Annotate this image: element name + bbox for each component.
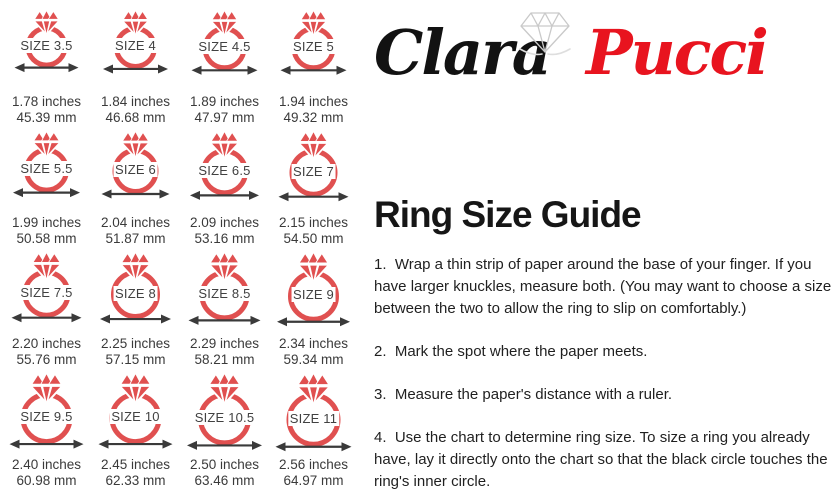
ring-size-cell <box>180 371 269 492</box>
ring-size-cell <box>91 129 180 250</box>
ring-circumference-mm: 58.21 mm <box>194 352 255 367</box>
ring-circumference-mm: 63.46 mm <box>194 473 255 488</box>
page-title: Ring Size Guide <box>374 194 641 235</box>
ring-measurements <box>279 336 348 368</box>
ring-icon <box>269 129 358 214</box>
ring-circumference-inches: 1.99 inches <box>11 215 82 230</box>
ring-circumference-mm: 49.32 mm <box>283 110 344 125</box>
ring-size-label: SIZE 5 <box>293 39 334 54</box>
ring-measurements <box>190 94 259 126</box>
ring-icon <box>2 250 91 335</box>
ring-circumference-mm: 53.16 mm <box>194 231 255 246</box>
instruction-step-1: 1. Wrap a thin strip of paper around the base of your finger. If you have larger knuckles, measure both. (You may want to choose a size between the two to allow the ring to slip on comfortably.) <box>374 256 832 317</box>
ring-circumference-inches: 2.56 inches <box>278 457 349 472</box>
ring-icon <box>91 129 180 214</box>
ring-measurements <box>190 336 259 368</box>
ring-size-chart <box>2 8 358 492</box>
ring-circumference-inches: 2.34 inches <box>278 336 349 351</box>
ring-measurements <box>190 215 259 247</box>
diamond-outline-icon <box>512 8 578 60</box>
ring-size-label: SIZE 10 <box>111 409 160 424</box>
ring-measurements <box>12 457 81 489</box>
brand-logo <box>372 6 839 106</box>
ring-circumference-inches: 1.94 inches <box>278 94 349 109</box>
ring-size-label: SIZE 6.5 <box>198 163 251 178</box>
ring-circumference-mm: 54.50 mm <box>283 231 344 246</box>
ring-circumference-mm: 62.33 mm <box>105 473 166 488</box>
ring-circumference-inches: 1.84 inches <box>100 94 171 109</box>
ring-circumference-mm: 64.97 mm <box>283 473 344 488</box>
ring-icon <box>91 8 180 93</box>
ring-circumference-inches: 2.25 inches <box>100 336 171 351</box>
ring-measurements <box>12 94 81 126</box>
ring-circumference-mm: 50.58 mm <box>16 231 77 246</box>
ring-measurements <box>279 457 348 489</box>
ring-size-cell <box>91 8 180 129</box>
ring-size-label: SIZE 5.5 <box>20 161 73 176</box>
instruction-step-4: 4. Use the chart to determine ring size. To size a ring you already have, lay it directly onto the chart so that the black circle touches the ring's inner circle. <box>374 429 828 490</box>
ring-size-cell <box>180 250 269 371</box>
ring-measurements <box>190 457 259 489</box>
ring-circumference-mm: 60.98 mm <box>16 473 77 488</box>
ring-icon <box>269 371 358 456</box>
ring-icon <box>269 8 358 93</box>
ring-icon <box>91 371 180 456</box>
ring-size-cell <box>2 371 91 492</box>
ring-measurements <box>279 215 348 247</box>
ring-size-label: SIZE 6 <box>115 162 156 177</box>
ring-circumference-mm: 57.15 mm <box>105 352 166 367</box>
ring-size-cell <box>2 250 91 371</box>
ring-circumference-inches: 2.09 inches <box>189 215 260 230</box>
ring-measurements <box>101 457 170 489</box>
ring-measurements <box>101 94 170 126</box>
ring-icon <box>91 250 180 335</box>
ring-circumference-mm: 51.87 mm <box>105 231 166 246</box>
ring-circumference-inches: 2.15 inches <box>278 215 349 230</box>
ring-measurements <box>279 94 348 126</box>
instructions <box>374 254 839 501</box>
ring-icon <box>180 129 269 214</box>
ring-icon <box>2 371 91 456</box>
ring-size-cell <box>269 8 358 129</box>
brand-name-clara: Clara <box>374 16 550 89</box>
ring-icon <box>269 250 358 335</box>
brand-name-pucci: Pucci <box>586 16 767 89</box>
ring-circumference-mm: 46.68 mm <box>105 110 166 125</box>
ring-circumference-inches: 2.40 inches <box>11 457 82 472</box>
ring-circumference-inches: 2.04 inches <box>100 215 171 230</box>
ring-size-label: SIZE 8 <box>115 286 156 301</box>
ring-circumference-inches: 2.20 inches <box>11 336 82 351</box>
ring-measurements <box>12 336 81 368</box>
ring-size-label: SIZE 9.5 <box>20 409 73 424</box>
ring-size-cell <box>269 250 358 371</box>
ring-measurements <box>101 336 170 368</box>
ring-icon <box>180 8 269 93</box>
ring-circumference-mm: 47.97 mm <box>194 110 255 125</box>
ring-size-cell <box>2 8 91 129</box>
ring-size-cell <box>91 250 180 371</box>
ring-circumference-inches: 2.50 inches <box>189 457 260 472</box>
ring-size-label: SIZE 7 <box>293 164 334 179</box>
instruction-step-3: 3. Measure the paper's distance with a ruler. <box>374 386 673 403</box>
ring-icon <box>180 371 269 456</box>
ring-icon <box>180 250 269 335</box>
ring-icon <box>2 8 91 93</box>
ring-icon <box>2 129 91 214</box>
ring-size-cell <box>180 129 269 250</box>
ring-size-cell <box>269 371 358 492</box>
ring-size-label: SIZE 4 <box>115 38 156 53</box>
ring-size-label: SIZE 11 <box>289 411 338 426</box>
ring-size-cell <box>2 129 91 250</box>
ring-measurements <box>101 215 170 247</box>
ring-circumference-inches: 1.89 inches <box>189 94 260 109</box>
instruction-step-2: 2. Mark the spot where the paper meets. <box>374 343 648 360</box>
ring-circumference-inches: 2.29 inches <box>189 336 260 351</box>
ring-size-label: SIZE 3.5 <box>20 38 73 53</box>
ring-measurements <box>12 215 81 247</box>
ring-circumference-mm: 45.39 mm <box>16 110 77 125</box>
ring-size-cell <box>269 129 358 250</box>
ring-size-label: SIZE 8.5 <box>198 286 251 301</box>
ring-size-label: SIZE 4.5 <box>198 39 251 54</box>
ring-size-cell <box>91 371 180 492</box>
ring-size-label: SIZE 7.5 <box>20 285 73 300</box>
ring-circumference-mm: 55.76 mm <box>16 352 77 367</box>
ring-size-cell <box>180 8 269 129</box>
ring-circumference-inches: 2.45 inches <box>100 457 171 472</box>
ring-size-label: SIZE 10.5 <box>194 410 255 425</box>
ring-circumference-mm: 59.34 mm <box>283 352 344 367</box>
ring-circumference-inches: 1.78 inches <box>11 94 82 109</box>
ring-size-label: SIZE 9 <box>293 287 334 302</box>
